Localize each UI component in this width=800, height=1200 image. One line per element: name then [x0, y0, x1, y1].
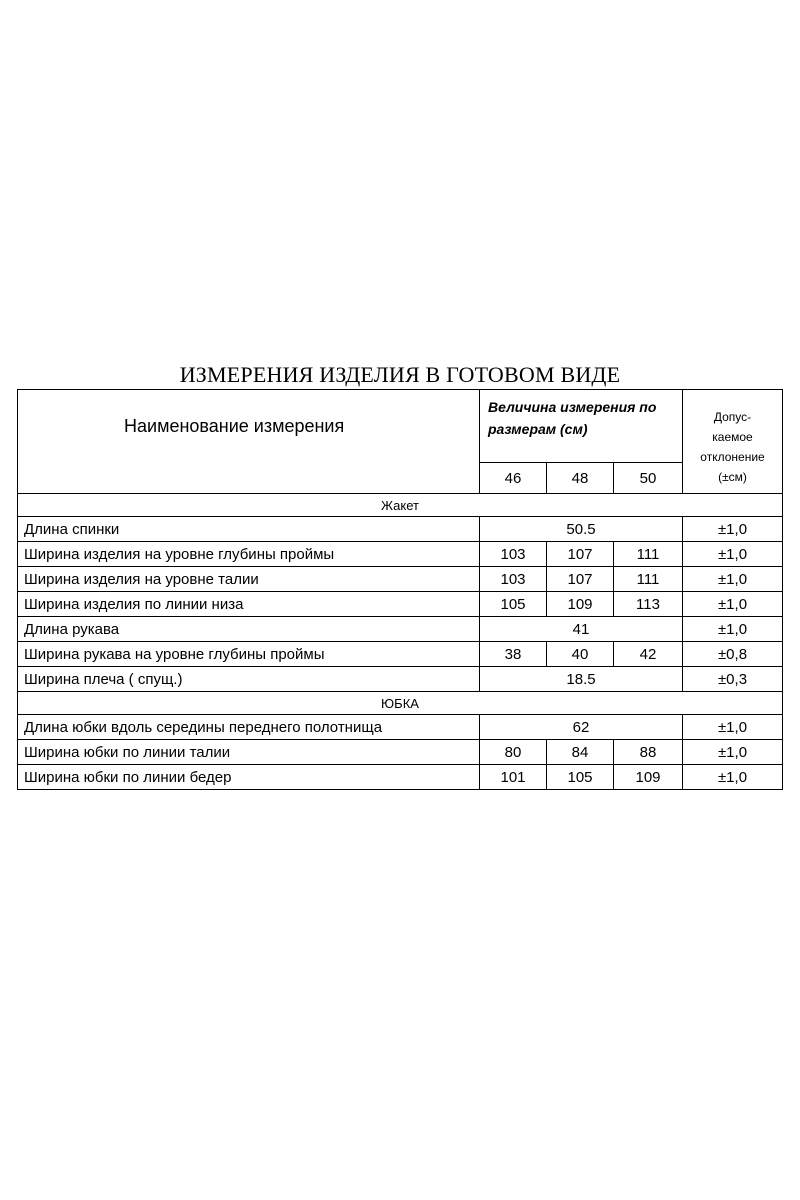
measurement-name: Ширина рукава на уровне глубины проймы [18, 642, 480, 667]
measurement-value: 18.5 [480, 667, 683, 692]
measurement-name: Ширина плеча ( спущ.) [18, 667, 480, 692]
table-row [18, 740, 783, 765]
measurement-value: 111 [614, 567, 683, 592]
header-tol-line4: (±см) [718, 469, 747, 484]
tolerance-value: ±1,0 [683, 740, 783, 765]
size-48: 48 [547, 463, 614, 494]
measurement-value: 42 [614, 642, 683, 667]
table-row [18, 642, 783, 667]
measurement-name: Ширина изделия по линии низа [18, 592, 480, 617]
tolerance-value: ±1,0 [683, 715, 783, 740]
measurement-value: 41 [480, 617, 683, 642]
measurement-value: 40 [547, 642, 614, 667]
tolerance-value: ±1,0 [683, 592, 783, 617]
measurement-value: 80 [480, 740, 547, 765]
table-row [18, 567, 783, 592]
table-row [18, 617, 783, 642]
tolerance-value: ±1,0 [683, 542, 783, 567]
section-label: Жакет [18, 494, 783, 517]
measurement-value: 107 [547, 567, 614, 592]
header-size-line1: Величина измерения по [488, 399, 657, 415]
document-title: ИЗМЕРЕНИЯ ИЗДЕЛИЯ В ГОТОВОМ ВИДЕ [179, 362, 621, 387]
measurement-value: 103 [480, 542, 547, 567]
measurement-value: 113 [614, 592, 683, 617]
measurement-name: Длина спинки [18, 517, 480, 542]
measurements-table [17, 389, 783, 790]
measurement-value: 109 [547, 592, 614, 617]
measurement-name: Длина юбки вдоль середины переднего полотнища [18, 715, 480, 740]
measurement-value: 101 [480, 765, 547, 790]
section-row-skirt [18, 692, 783, 715]
measurement-value: 105 [480, 592, 547, 617]
measurement-name: Ширина изделия на уровне талии [18, 567, 480, 592]
header-tol-line1: Допус- [713, 409, 752, 424]
measurement-value: 84 [547, 740, 614, 765]
size-46: 46 [480, 463, 547, 494]
table-row [18, 715, 783, 740]
table-row [18, 592, 783, 617]
tolerance-value: ±0,3 [683, 667, 783, 692]
measurement-value: 111 [614, 542, 683, 567]
tolerance-value: ±1,0 [683, 517, 783, 542]
measurement-value: 88 [614, 740, 683, 765]
measurement-name: Ширина юбки по линии талии [18, 740, 480, 765]
measurement-name: Ширина юбки по линии бедер [18, 765, 480, 790]
tolerance-value: ±0,8 [683, 642, 783, 667]
table-row [18, 765, 783, 790]
header-tol-line3: отклонение [700, 449, 765, 464]
measurement-name: Длина рукава [18, 617, 480, 642]
table-row [18, 517, 783, 542]
measurement-value: 105 [547, 765, 614, 790]
measurement-name: Ширина изделия на уровне глубины проймы [18, 542, 480, 567]
tolerance-value: ±1,0 [683, 617, 783, 642]
measurement-value: 103 [480, 567, 547, 592]
header-measurement-name: Наименование измерения [18, 390, 480, 494]
measurement-value: 38 [480, 642, 547, 667]
header-size-line2: размерам (см) [488, 421, 588, 437]
measurement-value: 50.5 [480, 517, 683, 542]
header-tol-line2: каемое [712, 429, 753, 444]
measurement-value: 62 [480, 715, 683, 740]
tolerance-value: ±1,0 [683, 765, 783, 790]
section-row-jacket [18, 494, 783, 517]
header-size-value [480, 390, 683, 463]
measurement-value: 107 [547, 542, 614, 567]
table-row [18, 667, 783, 692]
tolerance-value: ±1,0 [683, 567, 783, 592]
header-tolerance [683, 390, 783, 494]
header-row [18, 390, 783, 463]
measurement-value: 109 [614, 765, 683, 790]
table-row [18, 542, 783, 567]
section-label: ЮБКА [18, 692, 783, 715]
size-50: 50 [614, 463, 683, 494]
